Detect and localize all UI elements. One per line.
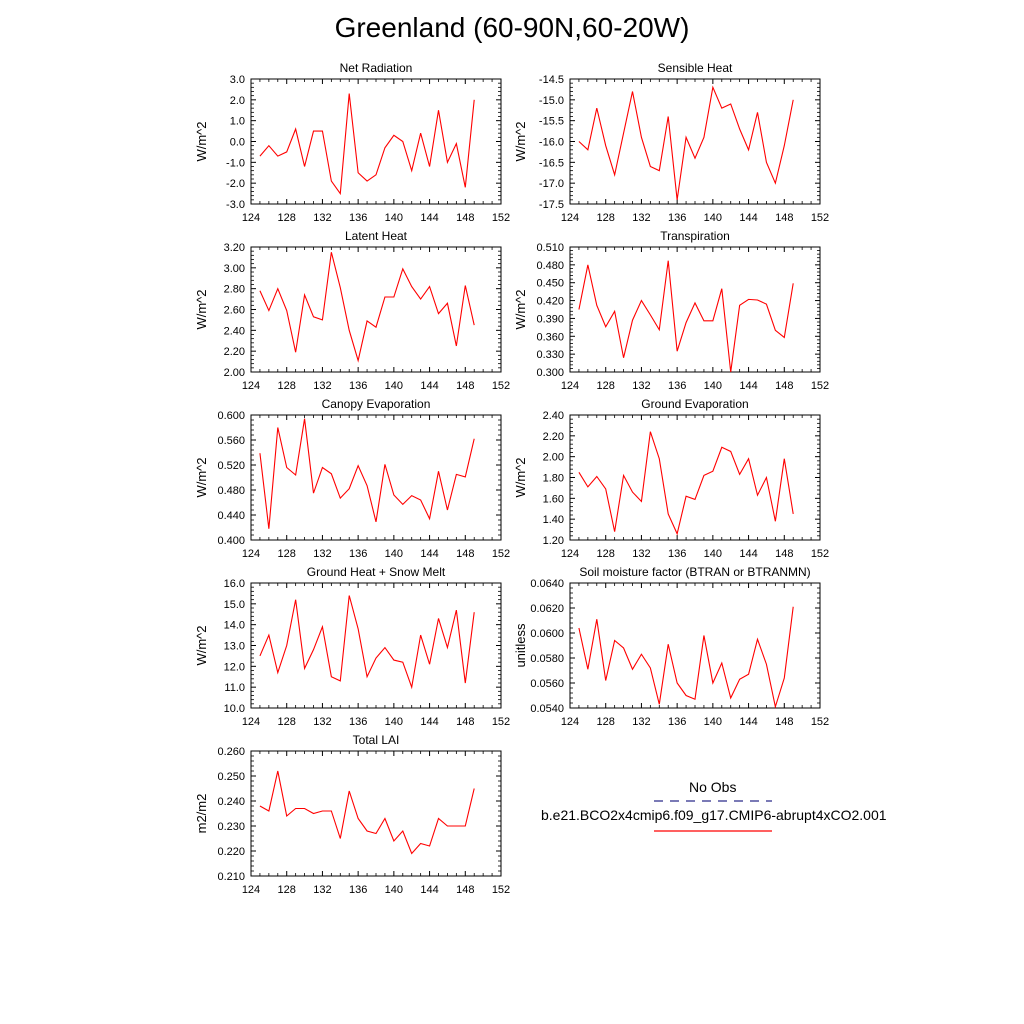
y-tick-label: 14.0: [223, 619, 245, 632]
panel-title: Latent Heat: [344, 229, 408, 243]
x-tick-label: 132: [632, 548, 651, 560]
y-tick-label: 0.480: [536, 259, 564, 272]
chart-panel-6: [513, 397, 829, 560]
panel-title: Total LAI: [352, 733, 400, 747]
chart-panel-7: [194, 565, 510, 728]
series-line: [260, 419, 474, 529]
x-tick-label: 132: [632, 212, 651, 224]
x-tick-label: 140: [384, 884, 404, 896]
x-tick-label: 140: [703, 716, 723, 728]
figure-title: Greenland (60-90N,60-20W): [334, 12, 690, 43]
x-tick-label: 148: [456, 884, 475, 896]
y-axis-label: m2/m2: [194, 793, 209, 834]
x-tick-label: 136: [348, 716, 368, 728]
series-line: [579, 261, 793, 372]
x-tick-label: 144: [739, 212, 758, 224]
plot-frame: [570, 583, 820, 708]
x-tick-label: 136: [667, 212, 687, 224]
panel-title: Ground Evaporation: [641, 397, 749, 411]
x-tick-label: 128: [596, 716, 615, 728]
x-tick-label: 144: [420, 212, 439, 224]
y-axis-label: W/m^2: [194, 457, 209, 498]
x-tick-label: 152: [810, 380, 830, 392]
x-tick-label: 148: [456, 716, 475, 728]
y-tick-label: 1.0: [229, 115, 245, 128]
x-tick-label: 144: [420, 548, 439, 560]
x-tick-label: 152: [810, 212, 830, 224]
x-tick-label: 128: [277, 548, 296, 560]
y-axis-label: W/m^2: [513, 121, 528, 162]
y-tick-label: -16.5: [538, 157, 564, 170]
x-tick-label: 136: [667, 548, 687, 560]
x-tick-label: 136: [348, 884, 368, 896]
y-tick-label: -17.0: [538, 178, 564, 191]
y-tick-label: -16.0: [538, 136, 564, 149]
y-tick-label: 0.260: [217, 746, 245, 758]
x-tick-label: 124: [560, 380, 580, 392]
x-tick-label: 152: [810, 716, 830, 728]
y-tick-label: 0.600: [217, 410, 245, 422]
chart-panel-8: [513, 565, 829, 728]
x-tick-label: 140: [703, 548, 723, 560]
x-tick-label: 132: [313, 716, 332, 728]
y-tick-label: 0.450: [536, 277, 564, 290]
x-tick-label: 136: [348, 380, 368, 392]
x-tick-label: 136: [667, 380, 687, 392]
y-tick-label: 1.80: [542, 472, 564, 485]
x-tick-label: 128: [596, 548, 615, 560]
x-tick-label: 128: [277, 716, 296, 728]
y-tick-label: 0.220: [217, 846, 245, 858]
y-tick-label: 13.0: [223, 640, 245, 653]
y-tick-label: -3.0: [226, 199, 245, 211]
plot-frame: [570, 415, 820, 540]
x-tick-label: 132: [632, 380, 651, 392]
y-tick-label: 0.0540: [530, 703, 564, 715]
x-tick-label: 124: [560, 212, 580, 224]
x-tick-label: 144: [420, 380, 439, 392]
plot-frame: [251, 247, 501, 372]
panel-title: Canopy Evaporation: [321, 397, 431, 411]
x-tick-label: 148: [456, 548, 475, 560]
chart-panel-3: [194, 229, 510, 392]
x-tick-label: 148: [456, 380, 475, 392]
y-tick-label: 0.0: [229, 136, 245, 149]
y-tick-label: 0.240: [217, 796, 245, 808]
y-tick-label: 0.360: [536, 331, 564, 344]
y-axis-label: unitless: [513, 623, 528, 668]
y-tick-label: 0.390: [536, 313, 564, 326]
y-tick-label: 0.0600: [530, 628, 564, 640]
y-tick-label: 3.0: [229, 74, 245, 86]
x-tick-label: 148: [456, 212, 475, 224]
x-tick-label: 152: [491, 548, 511, 560]
y-tick-label: 1.60: [542, 493, 564, 506]
y-tick-label: 2.20: [542, 430, 564, 443]
x-tick-label: 136: [667, 716, 687, 728]
x-tick-label: 140: [384, 212, 404, 224]
x-tick-label: 140: [384, 548, 404, 560]
panel-title: Net Radiation: [339, 61, 413, 75]
y-axis-label: W/m^2: [194, 289, 209, 330]
chart-panel-9: [194, 733, 510, 896]
y-tick-label: 0.520: [217, 460, 245, 472]
y-tick-label: 2.80: [223, 283, 245, 296]
series-line: [260, 252, 474, 360]
y-tick-label: 1.40: [542, 514, 564, 527]
x-tick-label: 148: [775, 716, 794, 728]
plot-frame: [251, 79, 501, 204]
y-tick-label: 0.510: [536, 242, 564, 254]
x-tick-label: 152: [491, 380, 511, 392]
x-tick-label: 124: [241, 548, 261, 560]
x-tick-label: 144: [420, 716, 439, 728]
y-tick-label: -17.5: [538, 199, 564, 211]
x-tick-label: 152: [491, 716, 511, 728]
y-tick-label: -14.5: [538, 74, 564, 86]
x-tick-label: 124: [241, 212, 261, 224]
x-tick-label: 148: [775, 380, 794, 392]
y-tick-label: 10.0: [223, 703, 245, 715]
y-tick-label: 0.560: [217, 435, 245, 447]
x-tick-label: 152: [810, 548, 830, 560]
y-tick-label: 0.330: [536, 349, 564, 362]
plot-frame: [251, 751, 501, 876]
x-tick-label: 128: [277, 212, 296, 224]
legend-case-label: b.e21.BCO2x4cmip6.f09_g17.CMIP6-abrupt4xCO2.001: [541, 807, 887, 823]
y-tick-label: 2.00: [223, 367, 245, 379]
series-line: [579, 607, 793, 707]
x-tick-label: 124: [560, 548, 580, 560]
x-tick-label: 152: [491, 212, 511, 224]
x-tick-label: 136: [348, 548, 368, 560]
y-tick-label: 2.0: [229, 94, 245, 107]
y-tick-label: 0.400: [217, 535, 245, 547]
x-tick-label: 140: [384, 716, 404, 728]
y-tick-label: 15.0: [223, 598, 245, 611]
y-axis-label: W/m^2: [513, 289, 528, 330]
y-tick-label: 1.20: [542, 535, 564, 547]
y-tick-label: 0.0620: [530, 603, 564, 615]
x-tick-label: 132: [632, 716, 651, 728]
y-tick-label: 0.0640: [530, 578, 564, 590]
plot-frame: [570, 247, 820, 372]
chart-panel-4: [513, 229, 829, 392]
x-tick-label: 128: [277, 380, 296, 392]
x-tick-label: 132: [313, 212, 332, 224]
y-axis-label: W/m^2: [194, 625, 209, 666]
x-tick-label: 144: [420, 884, 439, 896]
x-tick-label: 148: [775, 212, 794, 224]
y-axis-label: W/m^2: [194, 121, 209, 162]
y-tick-label: 16.0: [223, 578, 245, 590]
y-axis-label: W/m^2: [513, 457, 528, 498]
y-tick-label: -15.0: [538, 94, 564, 107]
y-tick-label: 0.480: [217, 485, 245, 497]
y-tick-label: 2.40: [223, 325, 245, 338]
x-tick-label: 140: [703, 212, 723, 224]
y-tick-label: 2.00: [542, 451, 564, 464]
x-tick-label: 152: [491, 884, 511, 896]
y-tick-label: 0.230: [217, 821, 245, 833]
y-tick-label: 2.20: [223, 346, 245, 359]
y-tick-label: 0.420: [536, 295, 564, 308]
panel-title: Ground Heat + Snow Melt: [306, 565, 446, 579]
chart-panel-2: [513, 61, 829, 224]
x-tick-label: 148: [775, 548, 794, 560]
plot-frame: [251, 583, 501, 708]
y-tick-label: 0.210: [217, 871, 245, 883]
series-line: [579, 87, 793, 200]
y-tick-label: 11.0: [224, 682, 245, 695]
series-line: [260, 94, 474, 194]
x-tick-label: 128: [277, 884, 296, 896]
y-tick-label: 0.0560: [530, 678, 564, 690]
x-tick-label: 136: [348, 212, 368, 224]
y-tick-label: 0.250: [217, 771, 245, 783]
y-tick-label: 12.0: [223, 661, 245, 674]
x-tick-label: 144: [739, 716, 758, 728]
x-tick-label: 128: [596, 380, 615, 392]
series-line: [260, 771, 474, 854]
x-tick-label: 144: [739, 548, 758, 560]
y-tick-label: 0.300: [536, 367, 564, 379]
x-tick-label: 144: [739, 380, 758, 392]
chart-panel-5: [194, 397, 510, 560]
panel-title: Sensible Heat: [657, 61, 733, 75]
chart-panel-1: [194, 61, 510, 224]
y-tick-label: -1.0: [226, 157, 245, 170]
y-tick-label: 3.20: [223, 242, 245, 254]
plot-frame: [570, 79, 820, 204]
x-tick-label: 124: [241, 716, 261, 728]
y-tick-label: -15.5: [538, 115, 564, 128]
y-tick-label: -2.0: [226, 178, 245, 191]
x-tick-label: 128: [596, 212, 615, 224]
x-tick-label: 132: [313, 548, 332, 560]
legend-obs-label: No Obs: [689, 779, 737, 795]
panel-title: Transpiration: [660, 229, 730, 243]
y-tick-label: 3.00: [223, 262, 245, 275]
x-tick-label: 124: [241, 884, 261, 896]
y-tick-label: 2.60: [223, 304, 245, 317]
x-tick-label: 132: [313, 884, 332, 896]
x-tick-label: 124: [560, 716, 580, 728]
y-tick-label: 2.40: [542, 410, 564, 422]
x-tick-label: 140: [384, 380, 404, 392]
y-tick-label: 0.440: [217, 510, 245, 522]
x-tick-label: 132: [313, 380, 332, 392]
series-line: [579, 432, 793, 534]
x-tick-label: 124: [241, 380, 261, 392]
series-line: [260, 596, 474, 688]
x-tick-label: 140: [703, 380, 723, 392]
y-tick-label: 0.0580: [530, 653, 564, 665]
panel-title: Soil moisture factor (BTRAN or BTRANMN): [579, 565, 811, 579]
